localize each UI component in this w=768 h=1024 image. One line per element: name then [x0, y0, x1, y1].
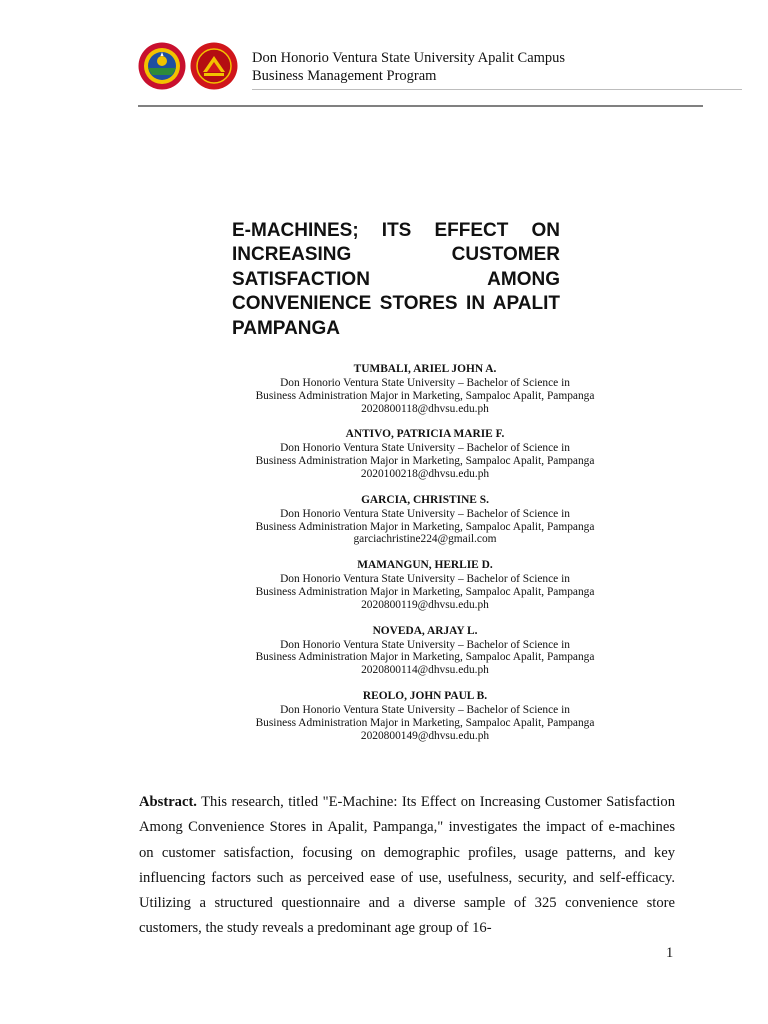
author-affiliation-line-1: Don Honorio Ventura State University – Bachelor of Science in	[280, 573, 570, 586]
author-email: 2020800114@dhvsu.edu.ph	[361, 664, 489, 677]
author-affiliation-line-2: Business Administration Major in Marketing, Sampaloc Apalit, Pampanga	[255, 716, 595, 729]
paper-title: E-MACHINES; ITS EFFECT ON INCREASING CUSTOMER SATISFACTION AMONG CONVENIENCE STORES IN APALIT PAMPANGA	[232, 220, 560, 339]
author-affiliation-line-2: Business Administration Major in Marketing, Sampaloc Apalit, Pampanga	[255, 520, 595, 533]
author-affiliation-line-1: Don Honorio Ventura State University – Bachelor of Science in	[280, 507, 570, 520]
header-text	[252, 49, 565, 85]
author-affiliation-line-2: Business Administration Major in Marketing, Sampaloc Apalit, Pampanga	[255, 455, 595, 468]
author-name: REOLO, JOHN PAUL B.	[362, 689, 488, 702]
page-header	[0, 0, 768, 110]
author-email: 2020100218@dhvsu.edu.ph	[360, 467, 490, 480]
author-affiliation-line-2: Business Administration Major in Marketing, Sampaloc Apalit, Pampanga	[255, 389, 595, 402]
author-email: garciachristine224@gmail.com	[353, 533, 497, 546]
university-name: Don Honorio Ventura State University Apalit Campus	[252, 50, 566, 66]
author-affiliation-line-2: Business Administration Major in Marketing, Sampaloc Apalit, Pampanga	[255, 651, 595, 664]
program-name: Business Management Program	[252, 68, 437, 84]
author-block	[240, 494, 610, 546]
author-affiliation-line-2: Business Administration Major in Marketing, Sampaloc Apalit, Pampanga	[255, 585, 595, 598]
author-block	[240, 559, 610, 611]
author-name: ANTIVO, PATRICIA MARIE F.	[345, 428, 505, 441]
author-block	[240, 363, 610, 415]
author-email: 2020800149@dhvsu.edu.ph	[360, 729, 490, 742]
author-name: GARCIA, CHRISTINE S.	[361, 493, 489, 506]
author-name: MAMANGUN, HERLIE D.	[357, 559, 493, 572]
abstract	[139, 790, 675, 942]
author-affiliation-line-1: Don Honorio Ventura State University – Bachelor of Science in	[280, 703, 570, 716]
author-affiliation-line-1: Don Honorio Ventura State University – Bachelor of Science in	[280, 638, 570, 651]
header-divider	[252, 89, 742, 90]
author-email: 2020800118@dhvsu.edu.ph	[361, 402, 489, 415]
author-affiliation-line-1: Don Honorio Ventura State University – Bachelor of Science in	[280, 442, 570, 455]
header-rule	[138, 105, 703, 107]
page-number: 1	[666, 945, 674, 961]
author-email: 2020800119@dhvsu.edu.ph	[361, 598, 489, 611]
abstract-label: Abstract.	[139, 794, 197, 810]
author-name: TUMBALI, ARIEL JOHN A.	[353, 363, 497, 375]
author-block	[240, 428, 610, 480]
author-block	[240, 690, 610, 742]
author-name: NOVEDA, ARJAY L.	[372, 624, 478, 637]
author-list	[240, 363, 610, 755]
author-block	[240, 625, 610, 677]
author-affiliation-line-1: Don Honorio Ventura State University – Bachelor of Science in	[280, 377, 570, 389]
abstract-text: This research, titled "E-Machine: Its Effect on Increasing Customer Satisfaction Among Convenience Stores in Apalit, Pampanga," investigates the impact of e-machines on customer satisfaction, focusing on demographic profiles, usage patterns, and key influencing factors such as perceived ease of use, usefulness, security, and self-efficacy. Utilizing a structured questionnaire and a diverse sample of 325 convenience store customers, the study reveals a predominant age group of 16-	[139, 794, 675, 937]
university-seal-logo	[138, 42, 186, 90]
campus-seal-logo	[190, 42, 238, 90]
logos	[138, 42, 246, 90]
